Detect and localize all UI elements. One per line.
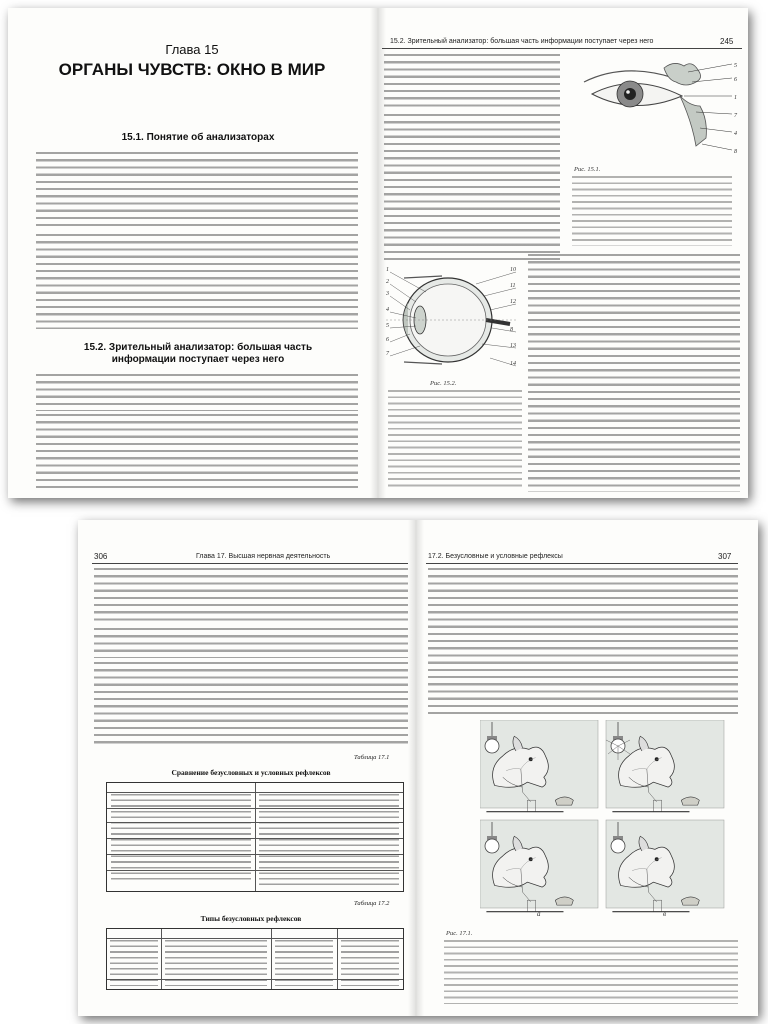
figure-caption-text <box>444 940 738 1004</box>
text-paragraph <box>36 414 358 491</box>
header-rule <box>382 48 742 49</box>
svg-text:2: 2 <box>386 279 389 285</box>
text-paragraph <box>384 54 560 110</box>
running-head: 15.2. Зрительный анализатор: большая часть информации поступает через него <box>390 38 654 45</box>
figure-caption-text <box>388 390 522 488</box>
section-1-title: 15.1. Понятие об анализаторах <box>121 132 275 143</box>
text-paragraph <box>36 152 358 229</box>
svg-text:1: 1 <box>734 95 737 101</box>
svg-text:7: 7 <box>734 113 737 119</box>
svg-text:8: 8 <box>510 327 513 333</box>
table-title: Сравнение безусловных и условных рефлексов <box>171 768 331 777</box>
text-paragraph <box>384 114 560 260</box>
svg-text:8: 8 <box>734 149 737 155</box>
figure-caption-text <box>572 176 732 246</box>
figure-caption-title: Рис. 15.2. <box>430 380 457 387</box>
top-book-spread <box>8 8 748 498</box>
svg-text:5: 5 <box>386 323 389 329</box>
eyeball-section-figure <box>386 262 520 374</box>
reflex-comparison-table <box>106 782 404 892</box>
table-number: Таблица 17.2 <box>354 900 390 907</box>
text-paragraph <box>36 374 358 411</box>
header-rule <box>426 563 738 564</box>
text-paragraph <box>428 568 738 714</box>
bottom-book-spread <box>78 520 758 1016</box>
table-number: Таблица 17.1 <box>354 754 390 761</box>
eye-lacrimal-figure <box>564 52 742 162</box>
text-paragraph <box>94 628 408 658</box>
running-head: Глава 17. Высшая нервная деятельность <box>196 553 331 560</box>
svg-text:6: 6 <box>734 77 737 83</box>
section-2-title-line1: 15.2. Зрительный анализатор: большая часть <box>83 342 313 353</box>
table-title: Типы безусловных рефлексов <box>200 914 302 923</box>
text-paragraph <box>94 568 408 624</box>
top-left-page <box>8 8 376 498</box>
text-paragraph <box>94 662 408 746</box>
bottom-left-page <box>78 520 414 1016</box>
conditioned-reflex-figure <box>480 720 726 916</box>
header-rule <box>92 563 408 564</box>
svg-text:13: 13 <box>510 343 516 349</box>
section-2-title-line2: информации поступает через него <box>111 354 285 365</box>
running-head: 17.2. Безусловные и условные рефлексы <box>428 553 563 560</box>
chapter-title: ОРГАНЫ ЧУВСТВ: ОКНО В МИР <box>58 60 326 79</box>
svg-text:10: 10 <box>510 267 516 273</box>
svg-text:14: 14 <box>510 361 516 367</box>
svg-text:в: в <box>663 910 667 916</box>
svg-text:а: а <box>537 910 541 916</box>
page-number: 307 <box>718 552 732 561</box>
svg-text:4: 4 <box>386 307 389 313</box>
text-paragraph <box>36 234 358 329</box>
page-number: 306 <box>94 552 108 561</box>
section-2-title <box>38 342 358 366</box>
svg-text:5: 5 <box>734 63 737 69</box>
figure-caption-title: Рис. 17.1. <box>446 930 473 937</box>
page-number: 245 <box>720 37 734 46</box>
chapter-label: Глава 15 <box>165 42 219 57</box>
text-paragraph <box>528 254 740 492</box>
svg-text:6: 6 <box>386 337 389 343</box>
svg-text:3: 3 <box>386 291 389 297</box>
figure-caption-title: Рис. 15.1. <box>574 166 601 173</box>
reflex-types-table <box>106 928 404 990</box>
svg-text:7: 7 <box>386 351 389 357</box>
bottom-right-page <box>422 520 758 1016</box>
svg-text:1: 1 <box>386 267 389 273</box>
svg-text:11: 11 <box>510 283 516 289</box>
svg-text:12: 12 <box>510 299 516 305</box>
svg-text:4: 4 <box>734 131 737 137</box>
top-right-page <box>382 8 748 498</box>
